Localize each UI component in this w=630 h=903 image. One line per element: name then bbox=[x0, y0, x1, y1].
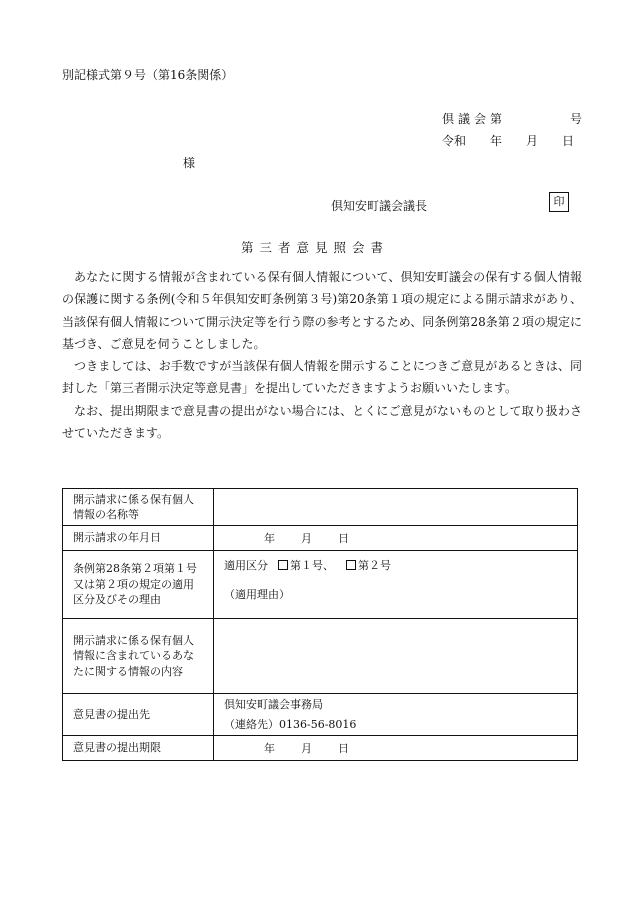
year-label: 年 bbox=[264, 532, 275, 545]
year-label: 年 bbox=[264, 742, 275, 755]
reason-label: （適用理由） bbox=[224, 588, 290, 601]
document-title: 第三者意見照会書 bbox=[240, 240, 389, 255]
addressee-suffix: 様 bbox=[183, 156, 196, 170]
body-paragraph: なお、提出期限まで意見書の提出がない場合には、とくにご意見がないものとして取り扱わさせていただきます。 bbox=[62, 403, 582, 441]
row-value-request-date[interactable] bbox=[214, 526, 578, 551]
row-label-submission-to: 意見書の提出先 bbox=[63, 694, 214, 736]
row-label-info-content: 開示請求に係る保有個人情報に含まれているあなたに関する情報の内容 bbox=[63, 619, 214, 694]
sender-name: 倶知安町議会議長 bbox=[331, 199, 428, 213]
table-row bbox=[63, 736, 578, 761]
table-row bbox=[63, 551, 578, 619]
option2-label: 第２号 bbox=[358, 559, 391, 572]
form-label: 別記様式第９号（第16条関係） bbox=[62, 68, 234, 82]
contact-info: （連絡先）0136-56-8016 bbox=[224, 717, 357, 731]
issue-year: 年 bbox=[490, 134, 503, 148]
info-table bbox=[62, 488, 578, 761]
document-number bbox=[442, 110, 582, 127]
number-prefix: 倶議会第 bbox=[442, 112, 507, 126]
category-label: 適用区分 bbox=[224, 559, 268, 572]
row-value-category bbox=[214, 551, 578, 619]
number-suffix: 号 bbox=[570, 112, 583, 126]
row-value-info-content[interactable] bbox=[214, 619, 578, 694]
month-label: 月 bbox=[301, 742, 312, 755]
row-label-info-name: 開示請求に係る保有個人情報の名称等 bbox=[63, 489, 214, 526]
issue-day: 日 bbox=[562, 134, 575, 148]
table-row bbox=[63, 489, 578, 526]
row-label-category: 条例第28条第２項第１号又は第２項の規定の適用区分及びその理由 bbox=[63, 551, 214, 619]
day-label: 日 bbox=[338, 532, 349, 545]
row-value-info-name[interactable] bbox=[214, 489, 578, 526]
office-name: 倶知安町議会事務局 bbox=[224, 697, 323, 711]
month-label: 月 bbox=[301, 532, 312, 545]
day-label: 日 bbox=[338, 742, 349, 755]
body-paragraph: あなたに関する情報が含まれている保有個人情報について、倶知安町議会の保有する個人情報の保護に関する条例(令和５年倶知安町条例第３号)第20条第１項の規定による開示請求があり、当該保有個人情報について開示決定等を行う際の参考とするため、同条例第28条第２項の規定に基づき、ご意見を伺うことしました。 bbox=[62, 270, 582, 351]
body-paragraph: つきましては、お手数ですが当該保有個人情報を開示することにつきご意見があるときは、同封した「第三者開示決定等意見書」を提出していただきますようお願いいたします。 bbox=[62, 359, 582, 396]
table-row bbox=[63, 694, 578, 736]
issue-date bbox=[442, 132, 574, 149]
table-row bbox=[63, 619, 578, 694]
seal-box: 印 bbox=[549, 192, 569, 212]
checkbox-option2[interactable] bbox=[346, 560, 356, 570]
row-label-deadline: 意見書の提出期限 bbox=[63, 736, 214, 761]
row-value-deadline[interactable] bbox=[214, 736, 578, 761]
issue-era: 令和 bbox=[442, 134, 467, 148]
option1-label: 第１号、 bbox=[290, 559, 334, 572]
row-value-submission-to bbox=[214, 694, 578, 736]
checkbox-option1[interactable] bbox=[278, 560, 288, 570]
body-text bbox=[62, 266, 582, 444]
issue-month: 月 bbox=[526, 134, 539, 148]
row-label-request-date: 開示請求の年月日 bbox=[63, 526, 214, 551]
table-row bbox=[63, 526, 578, 551]
